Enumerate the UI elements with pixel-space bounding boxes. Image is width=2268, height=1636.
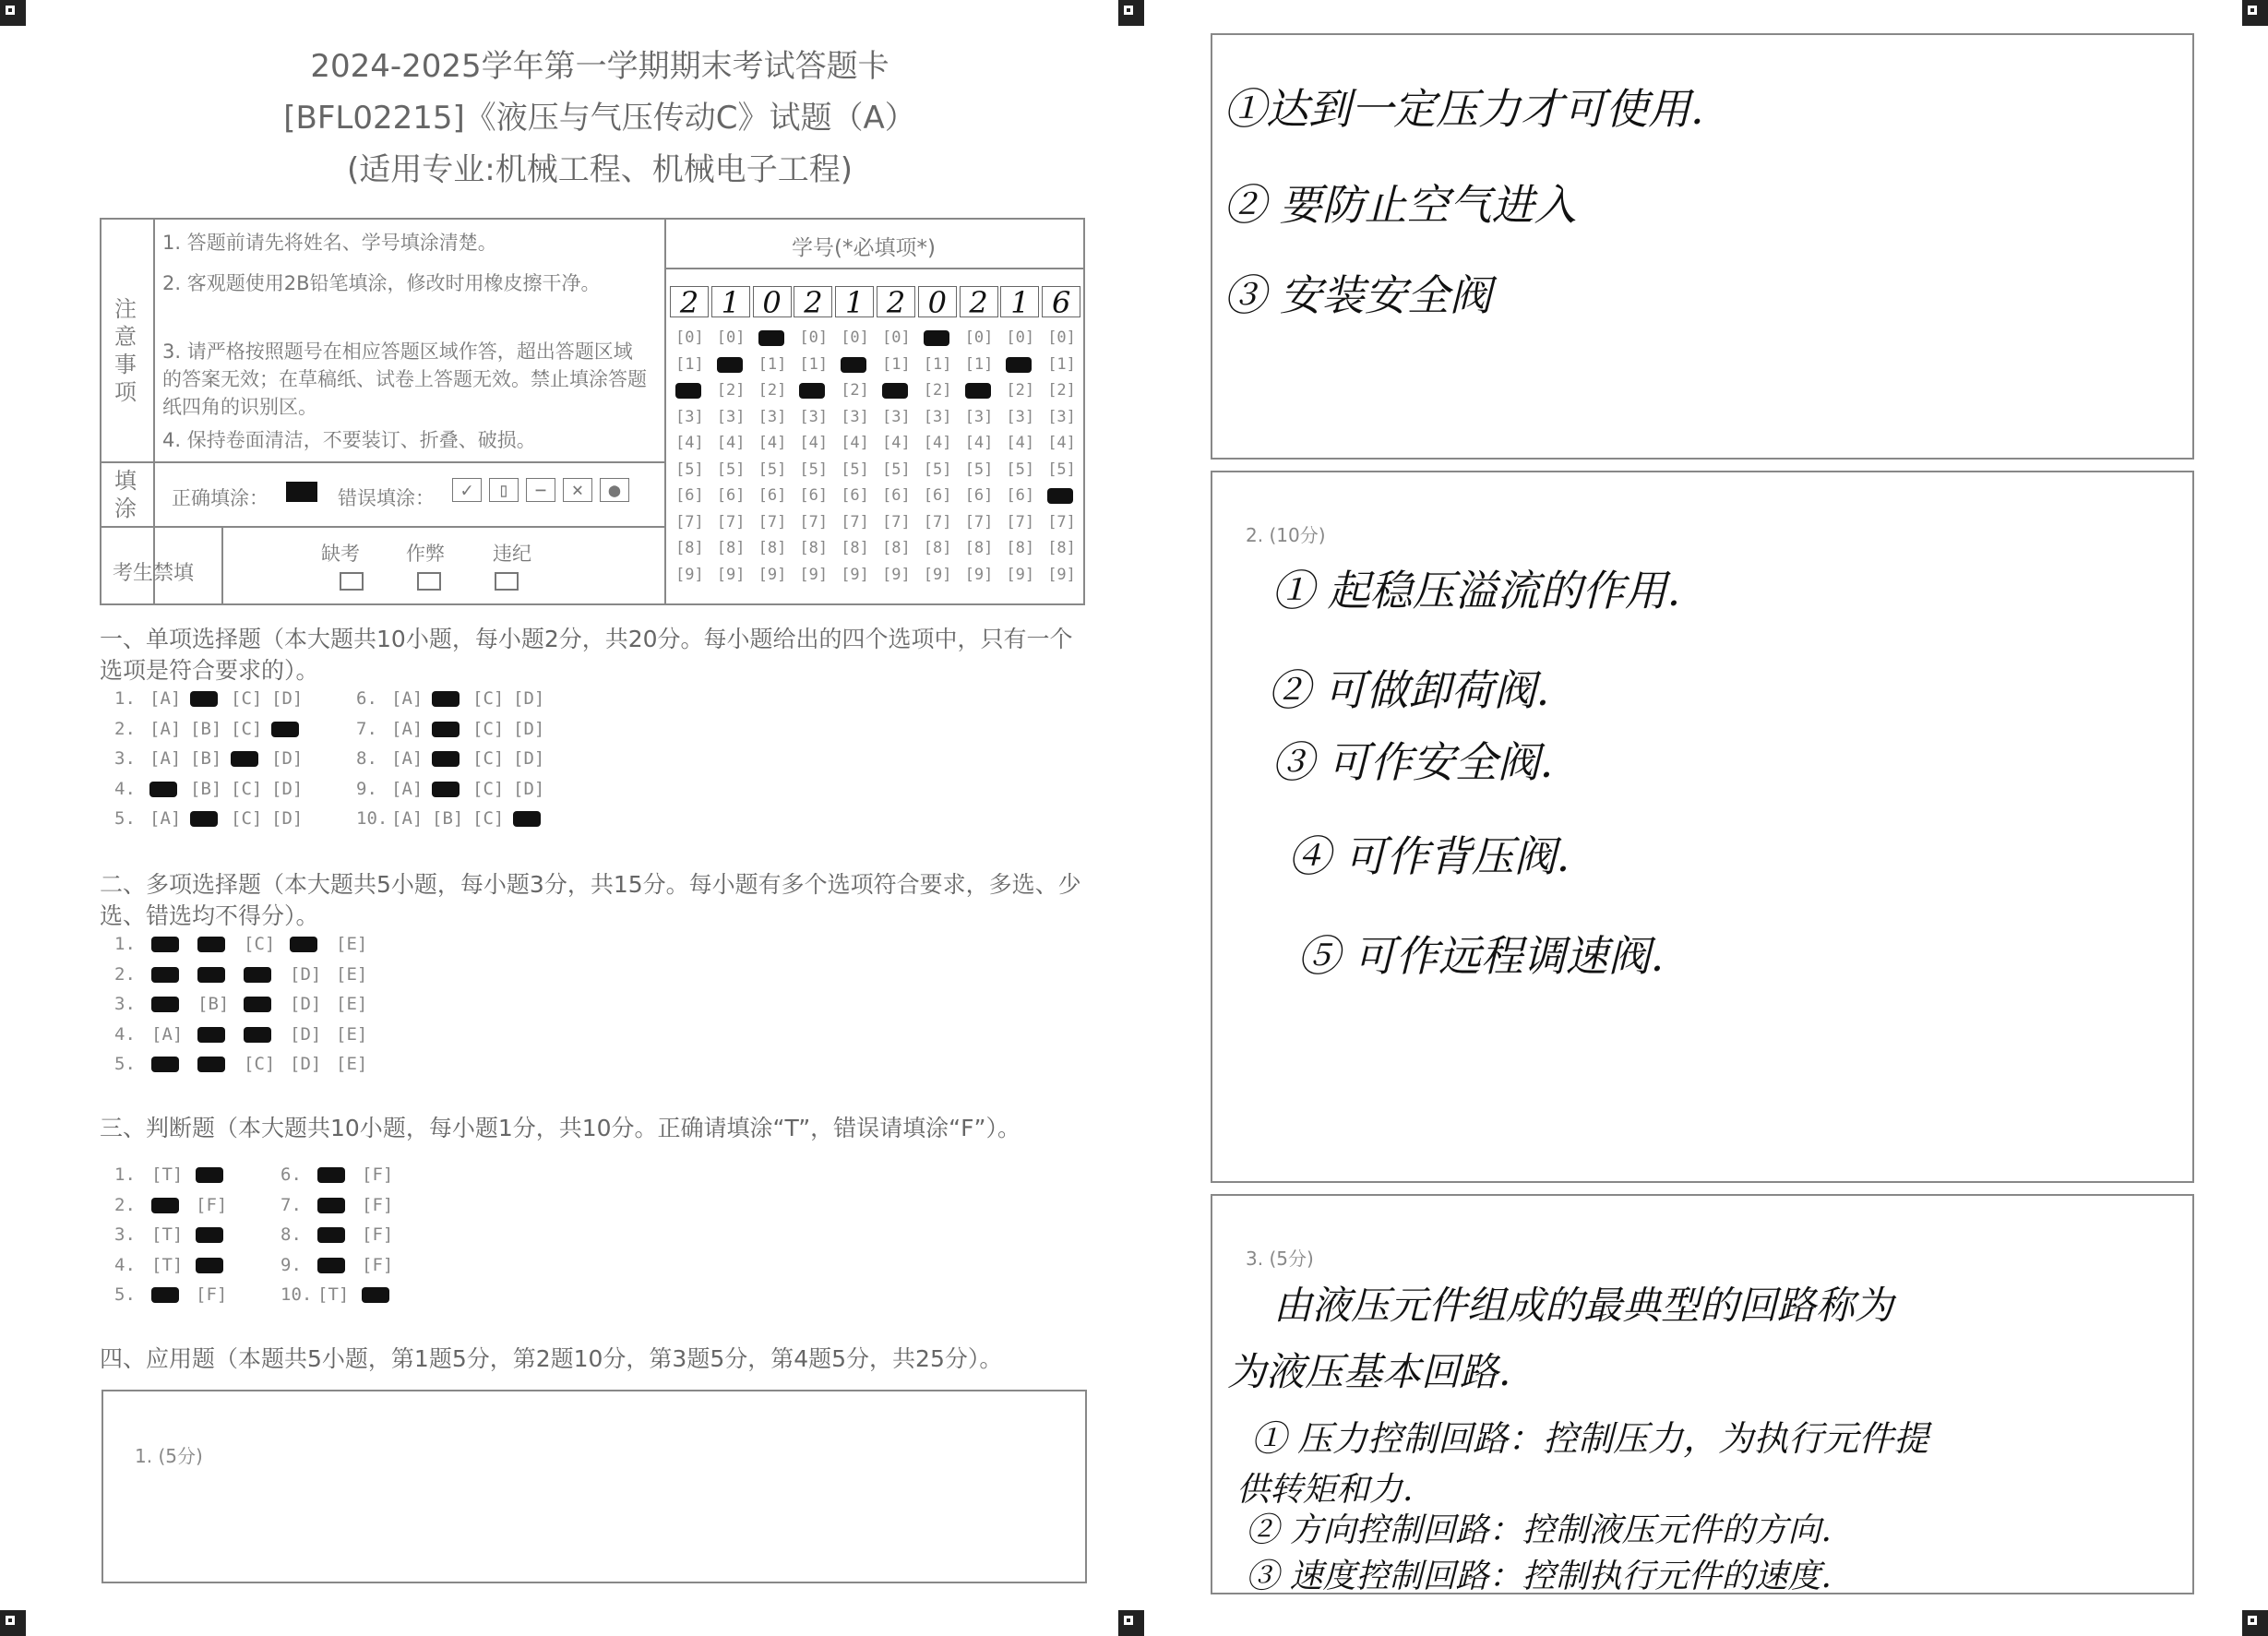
exam-title-line2: [BFL02215]《液压与气压传动C》试题（A） bbox=[283, 100, 916, 137]
student-id-bubble[interactable]: [5] bbox=[799, 460, 829, 479]
mcq-option-filled[interactable] bbox=[432, 722, 460, 737]
violation-label: 违纪 bbox=[493, 543, 531, 565]
mcq-option[interactable]: [A] bbox=[149, 748, 182, 769]
student-id-bubble-filled[interactable] bbox=[882, 383, 908, 399]
tf-option-filled[interactable] bbox=[196, 1258, 223, 1273]
q2-line-5: ⑤ 可作远程调速阀. bbox=[1297, 931, 1665, 981]
corner-mark-top-center bbox=[1118, 0, 1144, 26]
mcq-option[interactable]: [A] bbox=[149, 808, 182, 829]
tf-number: 8. bbox=[281, 1224, 302, 1245]
student-id-bubble[interactable]: [0] bbox=[716, 328, 746, 347]
student-id-bubble[interactable]: [5] bbox=[1006, 460, 1035, 479]
student-id-bubble-filled[interactable] bbox=[841, 357, 866, 373]
mcq-number: 8. bbox=[356, 748, 377, 769]
mcq-number: 10. bbox=[356, 808, 388, 829]
multi-number: 1. bbox=[114, 934, 136, 954]
student-id-bubble[interactable]: [9] bbox=[964, 565, 994, 584]
mcq-option[interactable]: [B] bbox=[190, 718, 222, 739]
student-id-bubble-filled[interactable] bbox=[758, 330, 784, 346]
wrong-fill-samples: ✓ ▯ − × ● bbox=[452, 478, 629, 502]
corner-mark-top-right bbox=[2242, 0, 2268, 26]
mcq-option[interactable]: [C] bbox=[231, 808, 263, 829]
mcq-option[interactable]: [A] bbox=[149, 718, 182, 739]
multi-option[interactable]: [C] bbox=[244, 934, 276, 954]
notice-item-1: 1. 答题前请先将姓名、学号填涂清楚。 bbox=[162, 232, 497, 254]
tf-option-filled[interactable] bbox=[317, 1198, 345, 1213]
student-id-bubble[interactable]: [4] bbox=[799, 434, 829, 452]
q3-line-5: ② 方向控制回路：控制液压元件的方向. bbox=[1246, 1511, 1832, 1549]
student-id-bubble[interactable]: [6] bbox=[675, 486, 704, 505]
student-id-bubble[interactable]: [7] bbox=[923, 512, 952, 531]
student-id-bubble[interactable]: [7] bbox=[882, 512, 911, 531]
tf-number: 5. bbox=[114, 1284, 136, 1305]
tf-option[interactable]: [F] bbox=[362, 1224, 394, 1245]
multi-option[interactable]: [D] bbox=[290, 963, 322, 985]
tf-option-filled[interactable] bbox=[317, 1167, 345, 1183]
q2-line-1: ① 起稳压溢流的作用. bbox=[1271, 566, 1681, 615]
corner-mark-bottom-left bbox=[0, 1610, 26, 1636]
tf-option[interactable]: [F] bbox=[362, 1164, 394, 1185]
student-id-bubble[interactable]: [6] bbox=[923, 486, 952, 505]
notice-item-4: 4. 保持卷面清洁，不要装订、折叠、破损。 bbox=[162, 429, 536, 451]
student-id-digit: 1 bbox=[1000, 286, 1039, 317]
multi-option[interactable]: [E] bbox=[336, 1054, 368, 1074]
multi-option[interactable]: [E] bbox=[336, 1023, 368, 1045]
multi-option-filled[interactable] bbox=[244, 997, 271, 1012]
student-id-bubble[interactable]: [1] bbox=[964, 354, 994, 374]
tf-number: 2. bbox=[114, 1194, 136, 1215]
absent-label: 缺考 bbox=[321, 543, 360, 565]
student-id-bubble[interactable]: [4] bbox=[758, 434, 787, 452]
tf-option-filled[interactable] bbox=[317, 1258, 345, 1273]
tf-number: 3. bbox=[114, 1224, 136, 1245]
student-id-bubble[interactable]: [8] bbox=[675, 539, 704, 557]
multi-option[interactable]: [E] bbox=[336, 934, 368, 954]
q1-line-2: ② 要防止空气进入 bbox=[1224, 180, 1577, 230]
student-id-digit: 6 bbox=[1042, 286, 1080, 317]
mcq-option[interactable]: [C] bbox=[231, 718, 263, 739]
student-id-bubble[interactable]: [8] bbox=[841, 539, 869, 557]
student-id-bubble[interactable]: [6] bbox=[882, 486, 911, 505]
tf-number: 6. bbox=[281, 1164, 302, 1185]
student-id-bubble[interactable]: [7] bbox=[964, 512, 994, 531]
mcq-number: 2. bbox=[114, 718, 136, 739]
student-id-bubble-filled[interactable] bbox=[965, 383, 991, 399]
student-id-bubble[interactable]: [8] bbox=[1006, 539, 1035, 557]
mcq-number: 7. bbox=[356, 718, 377, 739]
student-id-bubble-filled[interactable] bbox=[717, 357, 743, 373]
student-id-bubble[interactable]: [3] bbox=[1047, 407, 1076, 426]
student-id-bubble[interactable]: [1] bbox=[923, 354, 952, 374]
violation-checkbox[interactable] bbox=[495, 572, 519, 591]
mcq-number: 4. bbox=[114, 778, 136, 799]
student-id-bubble[interactable]: [9] bbox=[758, 565, 787, 584]
correct-fill-label: 正确填涂： bbox=[172, 487, 269, 509]
mcq-option-filled[interactable] bbox=[271, 722, 299, 737]
multi-option-filled[interactable] bbox=[151, 1057, 179, 1072]
mcq-number: 1. bbox=[114, 688, 136, 709]
q3-line-6: ③ 速度控制回路：控制执行元件的速度. bbox=[1246, 1558, 1832, 1595]
mcq-option[interactable]: [D] bbox=[271, 808, 304, 829]
student-id-bubble[interactable]: [5] bbox=[675, 460, 704, 479]
multi-number: 2. bbox=[114, 963, 136, 985]
student-id-bubble[interactable]: [3] bbox=[964, 407, 994, 426]
student-id-digit: 0 bbox=[918, 286, 957, 317]
student-id-bubble[interactable]: [0] bbox=[675, 328, 704, 347]
multi-option-filled[interactable] bbox=[197, 967, 225, 983]
mcq-option-filled[interactable] bbox=[190, 811, 218, 827]
mcq-option[interactable]: [B] bbox=[432, 808, 464, 829]
student-id-bubble[interactable]: [9] bbox=[716, 565, 746, 584]
mcq-option-filled[interactable] bbox=[513, 811, 541, 827]
student-id-bubble[interactable]: [5] bbox=[964, 460, 994, 479]
multi-option[interactable]: [D] bbox=[290, 994, 322, 1014]
tf-number: 1. bbox=[114, 1164, 136, 1185]
student-id-bubble[interactable]: [8] bbox=[799, 539, 829, 557]
corner-mark-top-left bbox=[0, 0, 26, 26]
mcq-option-filled[interactable] bbox=[432, 691, 460, 707]
mcq-option[interactable]: [D] bbox=[271, 748, 304, 769]
tf-number: 4. bbox=[114, 1254, 136, 1275]
q1-label: 1. (5分) bbox=[135, 1445, 203, 1467]
student-id-bubble[interactable]: [9] bbox=[1047, 565, 1076, 584]
mcq-option-filled[interactable] bbox=[432, 751, 460, 767]
student-id-digit: 1 bbox=[835, 286, 874, 317]
student-id-bubble[interactable]: [5] bbox=[841, 460, 869, 479]
q1-answer-box bbox=[101, 1390, 1087, 1583]
student-id-bubble[interactable]: [5] bbox=[716, 460, 746, 479]
fill-side-label: 填涂 bbox=[114, 468, 137, 521]
multi-option[interactable]: [E] bbox=[336, 994, 368, 1014]
tf-option[interactable]: [F] bbox=[362, 1254, 394, 1275]
tf-option-filled[interactable] bbox=[196, 1167, 223, 1183]
student-id-bubble[interactable]: [7] bbox=[716, 512, 746, 531]
q1-line-1: ①达到一定压力才可使用. bbox=[1224, 84, 1704, 134]
tf-option-filled[interactable] bbox=[151, 1198, 179, 1213]
student-id-bubble[interactable]: [8] bbox=[923, 539, 952, 557]
tf-option[interactable]: [F] bbox=[196, 1194, 228, 1215]
mcq-option[interactable]: [D] bbox=[271, 778, 304, 799]
section4-title: 四、应用题（本题共5小题，第1题5分，第2题10分，第3题5分，第4题5分，共25分）。 bbox=[100, 1345, 1003, 1372]
tf-option-filled[interactable] bbox=[362, 1287, 389, 1303]
notice-item-2: 2. 客观题使用2B铅笔填涂，修改时用橡皮擦干净。 bbox=[162, 272, 601, 294]
student-id-bubble[interactable]: [8] bbox=[1047, 539, 1076, 557]
mcq-option[interactable]: [C] bbox=[472, 778, 505, 799]
student-id-bubble[interactable]: [5] bbox=[758, 460, 787, 479]
student-id-bubble-filled[interactable] bbox=[1047, 488, 1073, 504]
student-id-bubble[interactable]: [3] bbox=[716, 407, 746, 426]
q2-line-2: ② 可做卸荷阀. bbox=[1268, 665, 1550, 715]
mcq-option[interactable]: [C] bbox=[472, 748, 505, 769]
multi-option[interactable]: [D] bbox=[290, 1054, 322, 1074]
mcq-option[interactable]: [C] bbox=[472, 808, 505, 829]
student-id-bubble[interactable]: [6] bbox=[716, 486, 746, 505]
mcq-option[interactable]: [C] bbox=[231, 778, 263, 799]
mcq-option[interactable]: [A] bbox=[149, 688, 182, 709]
mcq-option[interactable]: [B] bbox=[190, 778, 222, 799]
student-id-bubble[interactable]: [1] bbox=[882, 354, 911, 374]
student-id-bubble[interactable]: [6] bbox=[841, 486, 869, 505]
q3-line-3: ① 压力控制回路：控制压力，为执行元件提 bbox=[1251, 1418, 1929, 1459]
multi-number: 3. bbox=[114, 994, 136, 1014]
multi-option[interactable]: [B] bbox=[197, 994, 230, 1014]
student-id-bubble[interactable]: [0] bbox=[1006, 328, 1035, 347]
mcq-option-filled[interactable] bbox=[149, 782, 177, 797]
mcq-option[interactable]: [D] bbox=[513, 718, 545, 739]
student-id-bubble[interactable]: [9] bbox=[799, 565, 829, 584]
student-id-bubble[interactable]: [9] bbox=[923, 565, 952, 584]
student-id-bubble[interactable]: [5] bbox=[882, 460, 911, 479]
mcq-option[interactable]: [D] bbox=[513, 778, 545, 799]
tf-option[interactable]: [T] bbox=[317, 1284, 350, 1305]
student-id-bubble-filled[interactable] bbox=[924, 330, 949, 346]
section3-title: 三、判断题（本大题共10小题，每小题1分，共10分。正确请填涂“T”，错误请填涂“F”）。 bbox=[100, 1115, 1021, 1141]
mcq-option[interactable]: [A] bbox=[391, 748, 424, 769]
multi-option-filled[interactable] bbox=[151, 967, 179, 983]
student-id-digit: 1 bbox=[711, 286, 750, 317]
q3-label: 3. (5分) bbox=[1246, 1248, 1314, 1270]
student-id-bubble[interactable]: [4] bbox=[923, 434, 952, 452]
student-id-bubble[interactable]: [7] bbox=[675, 512, 704, 531]
student-id-digit: 2 bbox=[794, 286, 832, 317]
q2-line-3: ③ 可作安全阀. bbox=[1271, 737, 1554, 787]
q1-line-3: ③ 安装安全阀 bbox=[1224, 270, 1492, 320]
student-id-bubble[interactable]: [9] bbox=[1006, 565, 1035, 584]
student-id-bubble[interactable]: [8] bbox=[716, 539, 746, 557]
student-id-bubble[interactable]: [4] bbox=[716, 434, 746, 452]
student-id-digit: 0 bbox=[753, 286, 792, 317]
cheat-checkbox[interactable] bbox=[417, 572, 441, 591]
mcq-number: 3. bbox=[114, 748, 136, 769]
student-id-bubble[interactable]: [4] bbox=[882, 434, 911, 452]
q2-line-4: ④ 可作背压阀. bbox=[1288, 831, 1570, 881]
mcq-number: 9. bbox=[356, 778, 377, 799]
student-id-bubble[interactable]: [6] bbox=[799, 486, 829, 505]
q2-label: 2. (10分) bbox=[1246, 524, 1326, 546]
mcq-option[interactable]: [C] bbox=[472, 718, 505, 739]
student-id-bubble[interactable]: [7] bbox=[1006, 512, 1035, 531]
tf-option[interactable]: [T] bbox=[151, 1254, 184, 1275]
section2-title: 二、多项选择题（本大题共5小题，每小题3分，共15分。每小题有多个选项符合要求，多选、少选、错选均不得分）。 bbox=[100, 871, 1081, 929]
student-id-bubble[interactable]: [2] bbox=[1006, 381, 1035, 400]
tf-option[interactable]: [T] bbox=[151, 1164, 184, 1185]
student-id-digit: 2 bbox=[877, 286, 915, 317]
student-id-bubble[interactable]: [8] bbox=[964, 539, 994, 557]
student-id-digit: 2 bbox=[670, 286, 709, 317]
tf-number: 9. bbox=[281, 1254, 302, 1275]
student-id-bubble[interactable]: [6] bbox=[758, 486, 787, 505]
multi-option-filled[interactable] bbox=[197, 1057, 225, 1072]
student-id-bubble[interactable]: [3] bbox=[882, 407, 911, 426]
multi-option-filled[interactable] bbox=[197, 1027, 225, 1043]
multi-option-filled[interactable] bbox=[151, 997, 179, 1012]
mcq-number: 6. bbox=[356, 688, 377, 709]
student-id-bubble[interactable]: [8] bbox=[758, 539, 787, 557]
student-id-bubble[interactable]: [3] bbox=[758, 407, 787, 426]
multi-option[interactable]: [C] bbox=[244, 1054, 276, 1074]
mcq-option[interactable]: [A] bbox=[391, 778, 424, 799]
student-id-bubble[interactable]: [0] bbox=[964, 328, 994, 347]
student-id-bubble[interactable]: [4] bbox=[1006, 434, 1035, 452]
mcq-option[interactable]: [D] bbox=[513, 688, 545, 709]
exam-title-line1: 2024-2025学年第一学期期末考试答题卡 bbox=[310, 48, 889, 85]
mcq-option-filled[interactable] bbox=[231, 751, 258, 767]
multi-option-filled[interactable] bbox=[151, 937, 179, 952]
student-id-bubble[interactable]: [7] bbox=[841, 512, 869, 531]
multi-option[interactable]: [D] bbox=[290, 1023, 322, 1045]
student-id-bubble[interactable]: [3] bbox=[1006, 407, 1035, 426]
q3-line-4: 供转矩和力. bbox=[1236, 1471, 1414, 1509]
student-id-bubble[interactable]: [3] bbox=[841, 407, 869, 426]
section1-title: 一、单项选择题（本大题共10小题，每小题2分，共20分。每小题给出的四个选项中，只有一个选项是符合要求的）。 bbox=[100, 626, 1073, 684]
student-id-bubble[interactable]: [9] bbox=[882, 565, 911, 584]
student-id-bubble[interactable]: [8] bbox=[882, 539, 911, 557]
student-id-bubble[interactable]: [1] bbox=[799, 354, 829, 374]
corner-mark-bottom-center bbox=[1118, 1610, 1144, 1636]
student-id-bubble[interactable]: [6] bbox=[964, 486, 994, 505]
forbid-label: 考生禁填 bbox=[113, 562, 195, 585]
student-id-bubble[interactable]: [7] bbox=[1047, 512, 1076, 531]
mcq-option[interactable]: [C] bbox=[472, 688, 505, 709]
exam-title-line3: (适用专业:机械工程、机械电子工程) bbox=[347, 151, 853, 188]
student-id-bubble[interactable]: [9] bbox=[841, 565, 869, 584]
q3-line-1: 由液压元件组成的最典型的回路称为 bbox=[1273, 1283, 1894, 1328]
notice-side-label: 注意事项 bbox=[114, 296, 137, 405]
student-id-bubble-filled[interactable] bbox=[1006, 357, 1032, 373]
student-id-bubble[interactable]: [3] bbox=[923, 407, 952, 426]
student-id-bubble[interactable]: [4] bbox=[964, 434, 994, 452]
tf-option-filled[interactable] bbox=[151, 1287, 179, 1303]
mcq-number: 5. bbox=[114, 808, 136, 829]
correct-fill-sample bbox=[286, 482, 317, 502]
mcq-option[interactable]: [A] bbox=[391, 688, 424, 709]
notice-item-3: 3. 请严格按照题号在相应答题区域作答，超出答题区域的答案无效；在草稿纸、试卷上答题无效。禁止填涂答题纸四角的识别区。 bbox=[162, 340, 647, 418]
student-id-bubble[interactable]: [4] bbox=[841, 434, 869, 452]
cheat-label: 作弊 bbox=[406, 543, 445, 565]
multi-number: 4. bbox=[114, 1023, 136, 1045]
student-id-label: 学号(*必填项*) bbox=[792, 236, 936, 260]
tf-option-filled[interactable] bbox=[196, 1227, 223, 1243]
student-id-bubble[interactable]: [6] bbox=[1006, 486, 1035, 505]
student-id-bubble-filled[interactable] bbox=[675, 383, 701, 399]
mcq-option[interactable]: [D] bbox=[271, 688, 304, 709]
corner-mark-bottom-right bbox=[2242, 1610, 2268, 1636]
absent-checkbox[interactable] bbox=[340, 572, 364, 591]
student-id-bubble[interactable]: [9] bbox=[675, 565, 704, 584]
student-id-bubble[interactable]: [0] bbox=[882, 328, 911, 347]
student-id-bubble[interactable]: [1] bbox=[1047, 354, 1076, 374]
tf-option[interactable]: [F] bbox=[196, 1284, 228, 1305]
student-id-bubble[interactable]: [7] bbox=[799, 512, 829, 531]
student-id-bubble[interactable]: [3] bbox=[799, 407, 829, 426]
multi-option[interactable]: [A] bbox=[151, 1023, 184, 1045]
student-id-bubble[interactable]: [0] bbox=[841, 328, 869, 347]
student-id-bubble[interactable]: [3] bbox=[675, 407, 704, 426]
wrong-fill-label: 错误填涂： bbox=[338, 487, 435, 509]
multi-option-filled[interactable] bbox=[244, 967, 271, 983]
mcq-option[interactable]: [C] bbox=[231, 688, 263, 709]
tf-number: 7. bbox=[281, 1194, 302, 1215]
student-id-bubble[interactable]: [0] bbox=[1047, 328, 1076, 347]
mcq-option-filled[interactable] bbox=[432, 782, 460, 797]
student-id-bubble[interactable]: [7] bbox=[758, 512, 787, 531]
multi-number: 5. bbox=[114, 1054, 136, 1074]
student-id-bubble[interactable]: [2] bbox=[923, 381, 952, 400]
student-id-bubble[interactable]: [4] bbox=[1047, 434, 1076, 452]
multi-option-filled[interactable] bbox=[244, 1027, 271, 1043]
student-id-bubble[interactable]: [5] bbox=[923, 460, 952, 479]
student-id-bubble[interactable]: [1] bbox=[675, 354, 704, 374]
multi-option[interactable]: [E] bbox=[336, 963, 368, 985]
mcq-option-filled[interactable] bbox=[190, 691, 218, 707]
student-id-bubble[interactable]: [5] bbox=[1047, 460, 1076, 479]
tf-option-filled[interactable] bbox=[317, 1227, 345, 1243]
student-id-bubble[interactable]: [1] bbox=[758, 354, 787, 374]
multi-option-filled[interactable] bbox=[290, 937, 317, 952]
mcq-option[interactable]: [A] bbox=[391, 718, 424, 739]
multi-option-filled[interactable] bbox=[197, 937, 225, 952]
student-id-bubble[interactable]: [4] bbox=[675, 434, 704, 452]
tf-option[interactable]: [T] bbox=[151, 1224, 184, 1245]
mcq-option[interactable]: [B] bbox=[190, 748, 222, 769]
student-id-digit: 2 bbox=[960, 286, 998, 317]
mcq-option[interactable]: [A] bbox=[391, 808, 424, 829]
student-id-bubble[interactable]: [2] bbox=[1047, 381, 1076, 400]
tf-number: 10. bbox=[281, 1284, 313, 1305]
student-id-bubble-filled[interactable] bbox=[799, 383, 825, 399]
student-id-bubble[interactable]: [0] bbox=[799, 328, 829, 347]
student-id-bubble[interactable]: [2] bbox=[758, 381, 787, 400]
student-id-bubble[interactable]: [2] bbox=[841, 381, 869, 400]
mcq-option[interactable]: [D] bbox=[513, 748, 545, 769]
q3-line-2: 为液压基本回路. bbox=[1227, 1349, 1511, 1394]
student-id-bubble[interactable]: [2] bbox=[716, 381, 746, 400]
tf-option[interactable]: [F] bbox=[362, 1194, 394, 1215]
